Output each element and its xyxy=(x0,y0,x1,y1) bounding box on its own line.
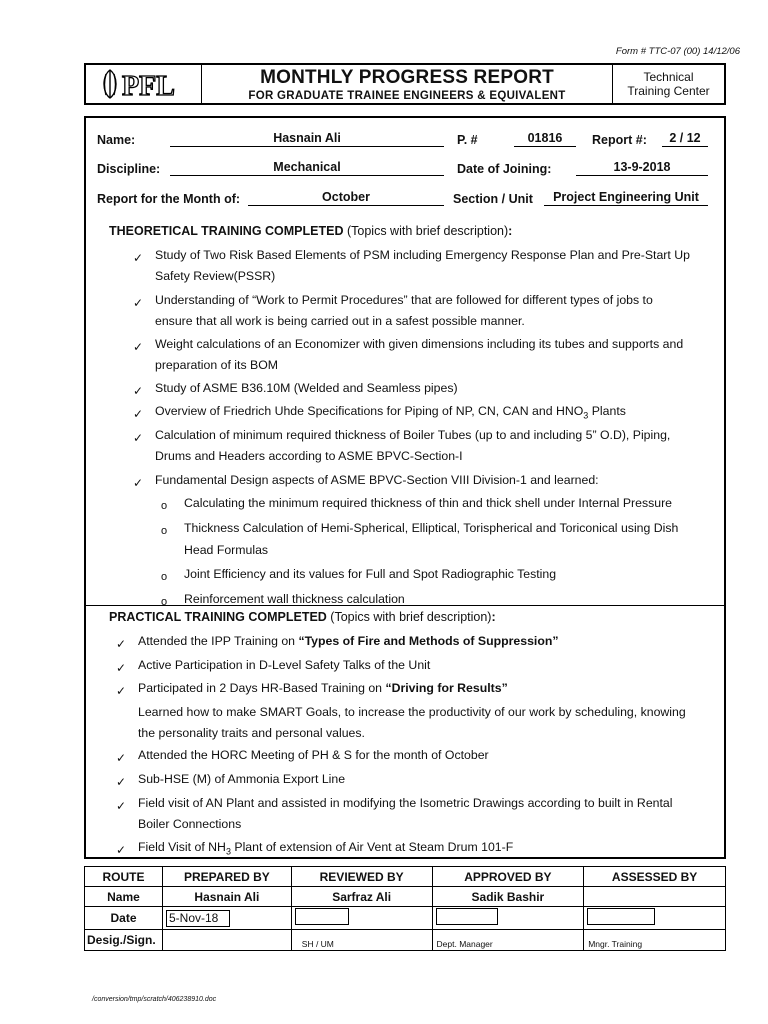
list-item-line: Understanding of “Work to Permit Procedures” that are followed for different types of jobs to xyxy=(155,293,653,307)
circle-bullet-icon: o xyxy=(161,571,168,583)
list-item-emphasis: “Types of Fire and Methods of Suppression” xyxy=(298,634,559,648)
list-item xyxy=(155,245,718,287)
pno-field[interactable]: 01816 xyxy=(514,131,576,147)
approved-by-header: APPROVED BY xyxy=(432,867,584,887)
report-header xyxy=(84,63,726,105)
check-icon: ✓ xyxy=(116,684,127,698)
reviewed-by-header: REVIEWED BY xyxy=(291,867,432,887)
section-unit-field[interactable]: Project Engineering Unit xyxy=(544,190,708,206)
name-field[interactable]: Hasnain Ali xyxy=(170,131,444,147)
assessed-by-header: ASSESSED BY xyxy=(584,867,726,887)
logo-lettering: PFL xyxy=(121,71,175,101)
check-icon: ✓ xyxy=(116,843,127,857)
discipline-field[interactable]: Mechanical xyxy=(170,160,444,176)
list-item-line: Study of Two Risk Based Elements of PSM including Emergency Response Plan and Pre-Start Up xyxy=(155,248,690,262)
approved-by-name[interactable]: Sadik Bashir xyxy=(432,887,584,907)
list-item-text: Plant of extension of Air Vent at Steam Drum 101-F xyxy=(230,840,514,854)
training-center-line1: Technical xyxy=(643,70,694,84)
training-center-line2: Training Center xyxy=(627,84,710,98)
sub-list-item-line: Reinforcement wall thickness calculation xyxy=(184,592,405,606)
pno-label: P. # xyxy=(457,133,478,147)
practical-section-title xyxy=(109,610,496,624)
report-title: MONTHLY PROGRESS REPORT xyxy=(260,67,554,88)
list-item-line: Boiler Connections xyxy=(138,817,242,831)
assessed-desig-cell[interactable]: Mngr. Training xyxy=(584,930,726,951)
theoretical-section-title xyxy=(109,224,512,238)
theoretical-title-bold: THEORETICAL TRAINING COMPLETED xyxy=(109,224,344,238)
list-item: Active Participation in D-Level Safety Talks of the Unit xyxy=(138,658,431,672)
check-icon: ✓ xyxy=(133,384,144,398)
list-item-description xyxy=(138,702,718,744)
theoretical-title-rest: (Topics with brief description) xyxy=(343,224,509,238)
name-row-label: Name xyxy=(85,887,163,907)
report-month-label: Report for the Month of: xyxy=(97,192,241,206)
sub-list-item-line: Joint Efficiency and its values for Full and Spot Radiographic Testing xyxy=(184,567,557,581)
reviewed-date-cell[interactable] xyxy=(291,907,432,930)
check-icon: ✓ xyxy=(133,340,144,354)
list-item xyxy=(155,334,718,376)
list-item xyxy=(138,837,718,862)
company-logo xyxy=(86,65,202,103)
route-desig-row xyxy=(85,930,726,951)
list-item xyxy=(155,425,718,467)
check-icon: ✓ xyxy=(116,799,127,813)
list-item xyxy=(138,678,718,699)
report-month-field[interactable]: October xyxy=(248,190,444,206)
training-center-label xyxy=(613,65,724,103)
practical-title-bold: PRACTICAL TRAINING COMPLETED xyxy=(109,610,327,624)
date-row-label: Date xyxy=(85,907,163,930)
report-number-label: Report #: xyxy=(592,133,647,147)
joining-date-label: Date of Joining: xyxy=(457,162,552,176)
check-icon: ✓ xyxy=(116,661,127,675)
list-item-line: Learned how to make SMART Goals, to increase the productivity of our work by scheduling, knowing xyxy=(138,705,686,719)
list-item xyxy=(155,290,718,332)
list-item-text: Overview of Friedrich Uhde Specifications for Piping of NP, CN, CAN and HNO xyxy=(155,404,584,418)
sub-list-item xyxy=(184,517,718,561)
route-header-cell: ROUTE xyxy=(85,867,163,887)
list-item: Sub-HSE (M) of Ammonia Export Line xyxy=(138,772,346,786)
list-item-line: Calculation of minimum required thickness of Boiler Tubes (up to and including 5” O.D), Piping, xyxy=(155,428,671,442)
list-item-text: Attended the IPP Training on xyxy=(138,634,299,648)
list-item-line: preparation of its BOM xyxy=(155,358,279,372)
prepared-desig-cell[interactable] xyxy=(162,930,291,951)
subscript: 3 xyxy=(225,846,231,857)
reviewed-date-field[interactable] xyxy=(295,908,349,925)
assessed-date-cell[interactable] xyxy=(584,907,726,930)
prepared-date-cell[interactable] xyxy=(162,907,291,930)
reviewed-by-name[interactable]: Sarfraz Ali xyxy=(291,887,432,907)
sub-list-item xyxy=(184,492,718,514)
name-label: Name: xyxy=(97,133,136,147)
list-item xyxy=(155,378,718,399)
title-block xyxy=(202,65,613,103)
practical-title-colon: : xyxy=(491,610,496,624)
route-name-row xyxy=(85,887,726,907)
list-item-emphasis: “Driving for Results” xyxy=(385,681,508,695)
prepared-date-field[interactable]: 5-Nov-18 xyxy=(166,910,230,927)
theoretical-title-colon: : xyxy=(508,224,513,238)
check-icon: ✓ xyxy=(133,407,144,421)
desig-row-label: Desig./Sign. xyxy=(85,930,163,951)
list-item-line: the personality traits and personal values. xyxy=(138,726,365,740)
check-icon: ✓ xyxy=(116,751,127,765)
discipline-label: Discipline: xyxy=(97,162,161,176)
practical-title-rest: (Topics with brief description) xyxy=(326,610,492,624)
subscript: 3 xyxy=(583,410,589,421)
list-item xyxy=(155,401,718,426)
route-date-row xyxy=(85,907,726,930)
list-item-line: Drums and Headers according to ASME BPVC-Section-I xyxy=(155,449,463,463)
reviewed-desig-cell[interactable]: SH / UM xyxy=(291,930,432,951)
report-number-field[interactable]: 2 / 12 xyxy=(662,131,708,147)
assessed-by-name[interactable] xyxy=(584,887,726,907)
sub-list-item-line: Calculating the minimum required thickness of thin and thick shell under Internal Pressure xyxy=(184,496,673,510)
list-item-line: Weight calculations of an Economizer with given dimensions including its tubes and supports and xyxy=(155,337,684,351)
check-icon: ✓ xyxy=(116,637,127,651)
sub-list-item-line: Head Formulas xyxy=(184,543,269,557)
list-item: Attended the HORC Meeting of PH & S for the month of October xyxy=(138,748,489,762)
section-unit-label: Section / Unit xyxy=(453,192,533,206)
circle-bullet-icon: o xyxy=(161,500,168,512)
list-item-text: Plants xyxy=(588,404,626,418)
check-icon: ✓ xyxy=(133,251,144,265)
approved-desig-cell[interactable]: Dept. Manager xyxy=(432,930,584,951)
list-item-line: Fundamental Design aspects of ASME BPVC-Section VIII Division-1 and learned: xyxy=(155,473,599,487)
approved-date-cell[interactable] xyxy=(432,907,584,930)
report-subtitle: FOR GRADUATE TRAINEE ENGINEERS & EQUIVALENT xyxy=(248,90,566,102)
approved-date-field[interactable] xyxy=(436,908,498,925)
check-icon: ✓ xyxy=(116,775,127,789)
prepared-by-name[interactable]: Hasnain Ali xyxy=(162,887,291,907)
list-item xyxy=(155,470,718,491)
list-item-text: Field Visit of NH xyxy=(138,840,226,854)
list-item xyxy=(138,793,718,835)
sub-list-item xyxy=(184,563,718,585)
check-icon: ✓ xyxy=(133,296,144,310)
circle-bullet-icon: o xyxy=(161,525,168,537)
joining-date-field[interactable]: 13-9-2018 xyxy=(576,160,708,176)
check-icon: ✓ xyxy=(133,431,144,445)
circle-bullet-icon: o xyxy=(161,596,168,608)
form-number: Form # TTC-07 (00) 14/12/06 xyxy=(615,46,740,57)
list-item-line: Safety Review(PSSR) xyxy=(155,269,276,283)
list-item-line: ensure that all work is being carried out in a safest possible manner. xyxy=(155,314,525,328)
pfl-logo-icon xyxy=(96,67,192,101)
sub-list-item-line: Thickness Calculation of Hemi-Spherical, Elliptical, Torispherical and Toriconical using Dish xyxy=(184,521,679,535)
document-path: /conversion/tmp/scratch/406238910.doc xyxy=(92,996,217,1003)
prepared-by-header: PREPARED BY xyxy=(162,867,291,887)
route-table xyxy=(84,866,726,951)
list-item xyxy=(138,631,718,652)
list-item-line: Study of ASME B36.10M (Welded and Seamless pipes) xyxy=(155,381,458,395)
sub-list-item xyxy=(184,588,718,610)
assessed-date-field[interactable] xyxy=(587,908,655,925)
list-item-text: Participated in 2 Days HR-Based Training on xyxy=(138,681,386,695)
check-icon: ✓ xyxy=(133,476,144,490)
route-header-row xyxy=(85,867,726,887)
list-item-line: Field visit of AN Plant and assisted in modifying the Isometric Drawings according to built in Rental xyxy=(138,796,673,810)
